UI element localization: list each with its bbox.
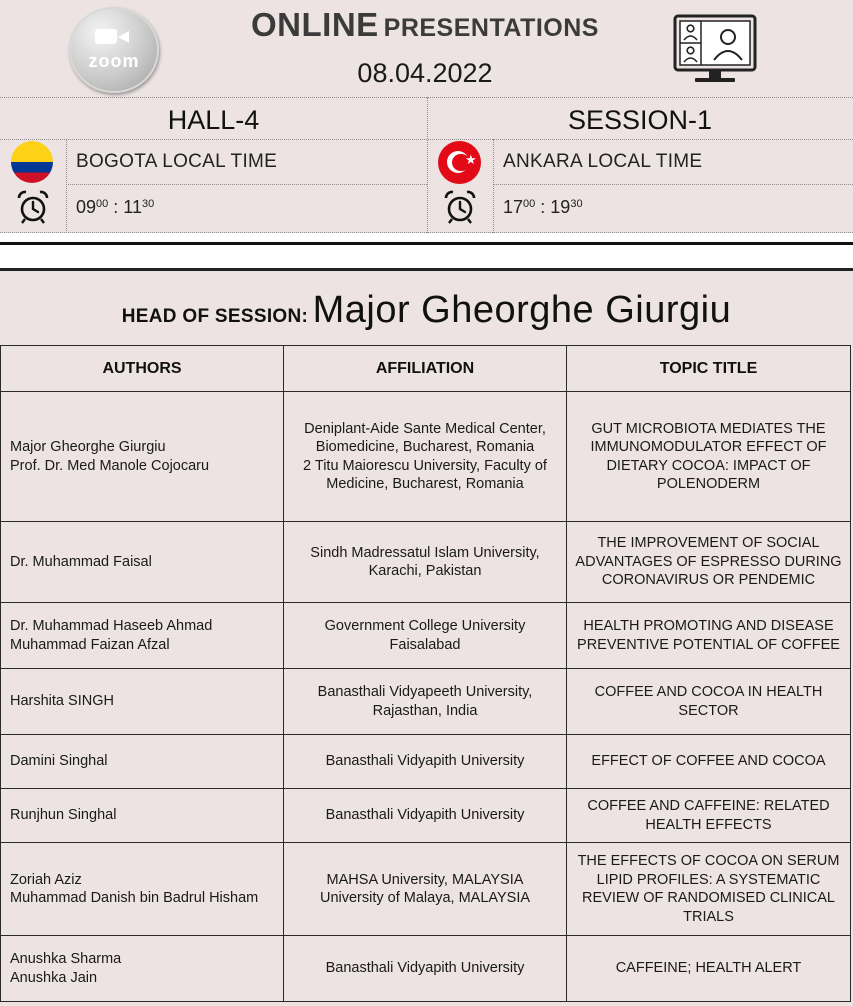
author-name: Runjhun Singhal <box>10 807 117 824</box>
topic-title-cell: EFFECT OF COFFEE AND COCOA <box>567 735 851 789</box>
author-cell <box>1 789 284 843</box>
affiliation-text: Banasthali Vidyapith University <box>325 753 525 770</box>
divider <box>66 184 427 185</box>
section-separator <box>0 242 853 245</box>
session-date: 08.04.2022 <box>357 58 493 88</box>
author-cell <box>1 843 284 936</box>
session-label: SESSION-1 <box>567 105 713 135</box>
affiliation-cell <box>284 936 567 1002</box>
table-header-row <box>1 346 851 392</box>
affiliation-text: MAHSA University, MALAYSIA <box>326 871 524 888</box>
affiliation-cell <box>284 522 567 603</box>
session-header <box>0 0 853 233</box>
affiliation-cell <box>284 669 567 735</box>
table-row <box>1 789 851 843</box>
colombia-flag-icon <box>11 141 53 183</box>
table-row <box>1 603 851 669</box>
table-row <box>1 843 851 936</box>
affiliation-text: Deniplant-Aide Sante Medical Center, Biomedicine, Bucharest, Romania <box>304 420 546 455</box>
column-header-authors: AUTHORS <box>1 346 284 392</box>
author-cell <box>1 735 284 789</box>
head-of-session-name: Major Gheorghe Giurgiu <box>312 289 732 331</box>
ankara-time-label: ANKARA LOCAL TIME <box>503 151 703 172</box>
program-table-body <box>1 392 851 1002</box>
zoom-logo <box>69 7 159 93</box>
bogota-time-label: BOGOTA LOCAL TIME <box>76 151 278 172</box>
author-name: Muhammad Faizan Afzal <box>10 636 170 653</box>
topic-title-cell: THE IMPROVEMENT OF SOCIAL ADVANTAGES OF ESPRESSO DURING CORONAVIRUS OR PENDEMIC <box>567 522 851 603</box>
author-name: Dr. Muhammad Faisal <box>10 553 152 570</box>
affiliation-text: 2 Titu Maiorescu University, Faculty of Medicine, Bucharest, Romania <box>303 457 547 492</box>
table-row <box>1 392 851 522</box>
affiliation-text: Banasthali Vidyapith University <box>325 960 525 977</box>
author-name: Damini Singhal <box>10 753 108 770</box>
topic-title-cell: CAFFEINE; HEALTH ALERT <box>567 936 851 1002</box>
column-header-topic-title: TOPIC TITLE <box>567 346 851 392</box>
divider <box>493 139 494 233</box>
video-camera-icon <box>95 29 117 44</box>
affiliation-cell <box>284 603 567 669</box>
head-of-session <box>0 289 853 332</box>
turkey-flag-icon: ★ <box>438 141 481 184</box>
alarm-clock-icon <box>442 189 478 225</box>
title-online: ONLINE <box>251 6 379 43</box>
author-name: Zoriah Aziz <box>10 871 82 888</box>
divider <box>0 139 853 140</box>
affiliation-text: Banasthali Vidyapith University <box>325 807 525 824</box>
topic-title-cell: GUT MICROBIOTA MEDIATES THE IMMUNOMODULATOR EFFECT OF DIETARY COCOA: IMPACT OF POLENODERM <box>567 392 851 522</box>
author-cell <box>1 669 284 735</box>
affiliation-text: University of Malaya, MALAYSIA <box>319 890 531 906</box>
table-row <box>1 669 851 735</box>
divider <box>0 232 853 233</box>
topic-title-cell: HEALTH PROMOTING AND DISEASE PREVENTIVE POTENTIAL OF COFFEE <box>567 603 851 669</box>
topic-title-cell: THE EFFECTS OF COCOA ON SERUM LIPID PROFILES: A SYSTEMATIC REVIEW OF RANDOMISED CLINICAL TRIALS <box>567 843 851 936</box>
table-row <box>1 735 851 789</box>
ankara-time-range: $17^{00}$ : $19^{30}$ <box>503 197 583 217</box>
video-conference-monitor-icon <box>673 14 757 86</box>
topic-title-cell: COFFEE AND CAFFEINE: RELATED HEALTH EFFECTS <box>567 789 851 843</box>
divider <box>493 184 853 185</box>
table-row <box>1 522 851 603</box>
divider <box>66 139 67 233</box>
topic-title-cell: COFFEE AND COCOA IN HEALTH SECTOR <box>567 669 851 735</box>
author-cell <box>1 392 284 522</box>
column-header-affiliation: AFFILIATION <box>284 346 567 392</box>
table-row <box>1 936 851 1002</box>
author-name: Major Gheorghe Giurgiu <box>10 439 166 455</box>
author-name: Anushka Jain <box>10 969 98 986</box>
page-title <box>160 6 690 44</box>
author-cell <box>1 522 284 603</box>
author-name: Muhammad Danish bin Badrul Hisham <box>10 890 259 906</box>
affiliation-text: Sindh Madressatul Islam University, Karachi, Pakistan <box>310 544 540 579</box>
author-name: Harshita SINGH <box>10 693 114 710</box>
author-cell <box>1 603 284 669</box>
bogota-time-range: $09^{00}$ : $11^{30}$ <box>76 197 155 217</box>
affiliation-cell <box>284 789 567 843</box>
session-program <box>0 268 853 1006</box>
affiliation-cell <box>284 843 567 936</box>
affiliation-cell <box>284 392 567 522</box>
author-name: Anushka Sharma <box>10 951 122 967</box>
title-presentations: PRESENTATIONS <box>383 14 599 42</box>
alarm-clock-icon <box>15 189 51 225</box>
affiliation-cell <box>284 735 567 789</box>
affiliation-text: Government College University Faisalabad <box>324 618 526 653</box>
author-name: Dr. Muhammad Haseeb Ahmad <box>10 618 213 634</box>
hall-label: HALL-4 <box>167 105 260 135</box>
zoom-logo-text: zoom <box>88 51 140 71</box>
head-of-session-label: HEAD OF SESSION: <box>121 306 309 327</box>
author-name: Prof. Dr. Med Manole Cojocaru <box>10 457 210 474</box>
program-table <box>0 345 851 1002</box>
author-cell <box>1 936 284 1002</box>
affiliation-text: Banasthali Vidyapeeth University, Rajasthan, India <box>317 684 533 719</box>
